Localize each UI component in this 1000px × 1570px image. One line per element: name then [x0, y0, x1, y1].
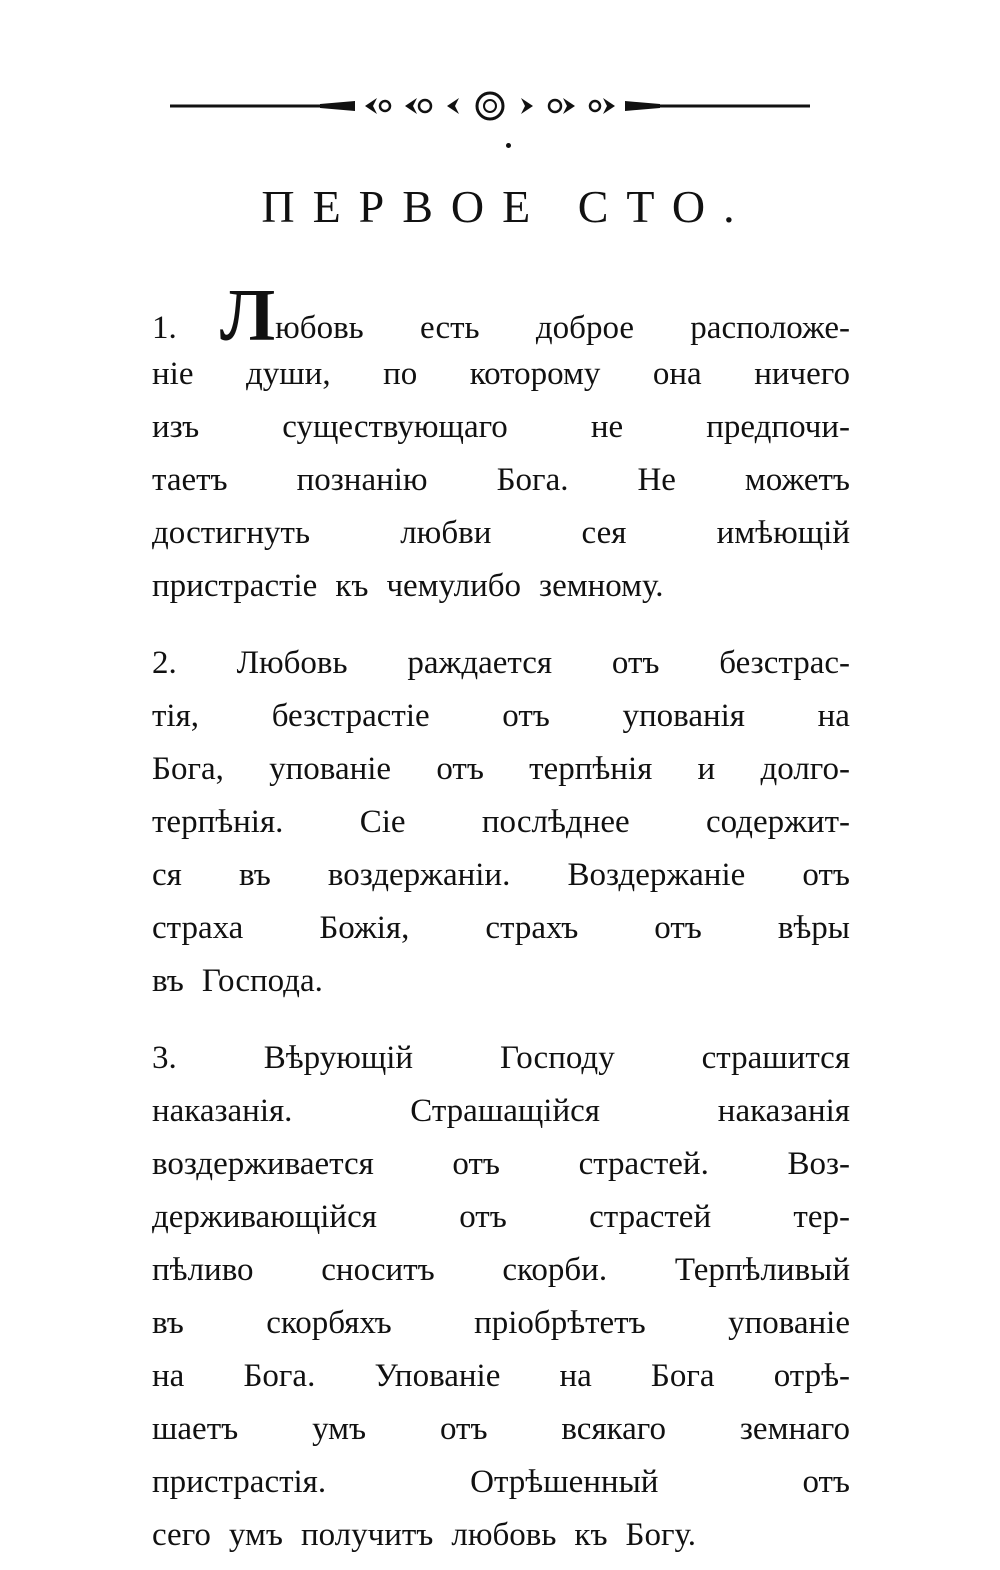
word: Отрѣшенный [470, 1464, 659, 1500]
word: расположе- [690, 310, 850, 346]
word: въ [238, 857, 271, 893]
word: наказанія [717, 1093, 850, 1129]
paragraph-3 [152, 1032, 850, 1562]
word: существующаго [282, 409, 508, 445]
word: вѣры [777, 910, 850, 946]
word: Любовь [236, 645, 348, 681]
chapter-title: ПЕРВОЕ СТО. [261, 181, 753, 232]
drop-cap: Л [220, 275, 276, 357]
text-line [152, 1350, 850, 1403]
word: шаетъ [152, 1411, 239, 1447]
word: страхъ [485, 910, 579, 946]
word: воздерживается [152, 1146, 374, 1182]
word: познанію [296, 462, 428, 498]
word: отъ [439, 1411, 488, 1447]
text-line [152, 560, 850, 613]
word: ніе [152, 356, 194, 392]
word: получитъ [300, 1517, 434, 1553]
decorative-ornament-icon [170, 86, 810, 126]
word: сея [581, 515, 627, 551]
word: страха [152, 910, 244, 946]
word: имѣющій [716, 515, 850, 551]
word: земнаго [739, 1411, 850, 1447]
word: скорбяхъ [266, 1305, 392, 1341]
word: безстрастіе [271, 698, 430, 734]
paragraph-2 [152, 637, 850, 1008]
word: Сіе [359, 804, 406, 840]
text-line [152, 796, 850, 849]
text-line [152, 902, 850, 955]
word: чемулибо [386, 568, 522, 604]
text-line [152, 690, 850, 743]
word: пріобрѣтетъ [474, 1305, 646, 1341]
word: держивающійся [152, 1199, 377, 1235]
word: отъ [459, 1199, 507, 1235]
word: доброе [535, 310, 635, 346]
text-line [152, 275, 850, 357]
word: скорби. [502, 1252, 608, 1288]
word: Богу. [625, 1517, 696, 1553]
text-line [152, 454, 850, 507]
word: она [652, 356, 702, 392]
word: долго- [760, 751, 850, 787]
word: раждается [407, 645, 553, 681]
word: сего [152, 1517, 211, 1553]
paragraph-1 [152, 275, 850, 613]
word: отъ [654, 910, 702, 946]
text-line [152, 1032, 850, 1085]
word: изъ [152, 409, 200, 445]
word: Не [637, 462, 676, 498]
word: къ [335, 568, 369, 604]
word: любви [400, 515, 492, 551]
word: воздержаніи. [327, 857, 511, 893]
word: ся [152, 857, 182, 893]
text-line [152, 1138, 850, 1191]
word: Упованіе [374, 1358, 501, 1394]
word: упованіе [269, 751, 392, 787]
word: терпѣнія [529, 751, 653, 787]
word: души, [245, 356, 331, 392]
text-line [152, 1403, 850, 1456]
word: Божія, [319, 910, 410, 946]
text-line [152, 849, 850, 902]
word: отрѣ- [773, 1358, 850, 1394]
word: Вѣрующій [263, 1040, 414, 1076]
word: Бога. [243, 1358, 316, 1394]
word: не [590, 409, 624, 445]
paragraph-number: 1. [152, 310, 177, 346]
word: Воз- [787, 1146, 850, 1182]
word: въ [152, 963, 184, 999]
text-line [152, 401, 850, 454]
word: пристрастіе [152, 568, 318, 604]
text-line [152, 507, 850, 560]
text-line [152, 1456, 850, 1509]
word: наказанія. [152, 1093, 293, 1129]
word: страстей. [578, 1146, 709, 1182]
word: ничего [754, 356, 850, 392]
word: содержит- [705, 804, 850, 840]
word: Господа. [201, 963, 323, 999]
word: упованія [622, 698, 745, 734]
word: Бога, [152, 751, 224, 787]
word: по [383, 356, 418, 392]
word: всякаго [561, 1411, 667, 1447]
word: Терпѣливый [674, 1252, 850, 1288]
word: достигнуть [152, 515, 311, 551]
text-line [152, 1509, 850, 1562]
word: Воздержаніе [567, 857, 746, 893]
word: умъ [228, 1517, 283, 1553]
word: тія, [152, 698, 200, 734]
word: отъ [436, 751, 484, 787]
word: Страшащійся [410, 1093, 600, 1129]
decorative-dot [506, 143, 511, 148]
word: послѣднее [481, 804, 630, 840]
word: страстей [589, 1199, 712, 1235]
body-text [152, 275, 850, 1570]
text-line [152, 1297, 850, 1350]
word: Господу [500, 1040, 615, 1076]
word: отъ [452, 1146, 500, 1182]
word: безстрас- [719, 645, 850, 681]
word: пристрастія. [152, 1464, 327, 1500]
text-line [152, 955, 850, 1008]
text-line [152, 637, 850, 690]
word: умъ [312, 1411, 367, 1447]
word: земному. [539, 568, 664, 604]
word: есть [420, 310, 480, 346]
word: терпѣнія. [152, 804, 284, 840]
word: пѣливо [152, 1252, 254, 1288]
text-line [152, 1191, 850, 1244]
text-line [152, 1085, 850, 1138]
word: можетъ [744, 462, 850, 498]
word: на [817, 698, 850, 734]
word: которому [469, 356, 601, 392]
word: страшится [701, 1040, 850, 1076]
word: отъ [611, 645, 660, 681]
word: таетъ [152, 462, 228, 498]
word: упованіе [728, 1305, 850, 1341]
word: на [152, 1358, 185, 1394]
word: въ [152, 1305, 184, 1341]
word: любовь [451, 1517, 557, 1553]
text-line [152, 743, 850, 796]
word: 2. [152, 645, 177, 681]
word: юбовь [275, 310, 364, 346]
word: сноситъ [321, 1252, 435, 1288]
word: на [559, 1358, 592, 1394]
text-line [152, 1244, 850, 1297]
word: и [697, 751, 716, 787]
word: къ [574, 1517, 608, 1553]
word: отъ [502, 698, 550, 734]
word: предпочи- [706, 409, 850, 445]
word: отъ [802, 857, 850, 893]
word: 3. [152, 1040, 177, 1076]
word: отъ [802, 1464, 850, 1500]
word: Бога. [496, 462, 569, 498]
word: тер- [793, 1199, 850, 1235]
word: Бога [650, 1358, 715, 1394]
